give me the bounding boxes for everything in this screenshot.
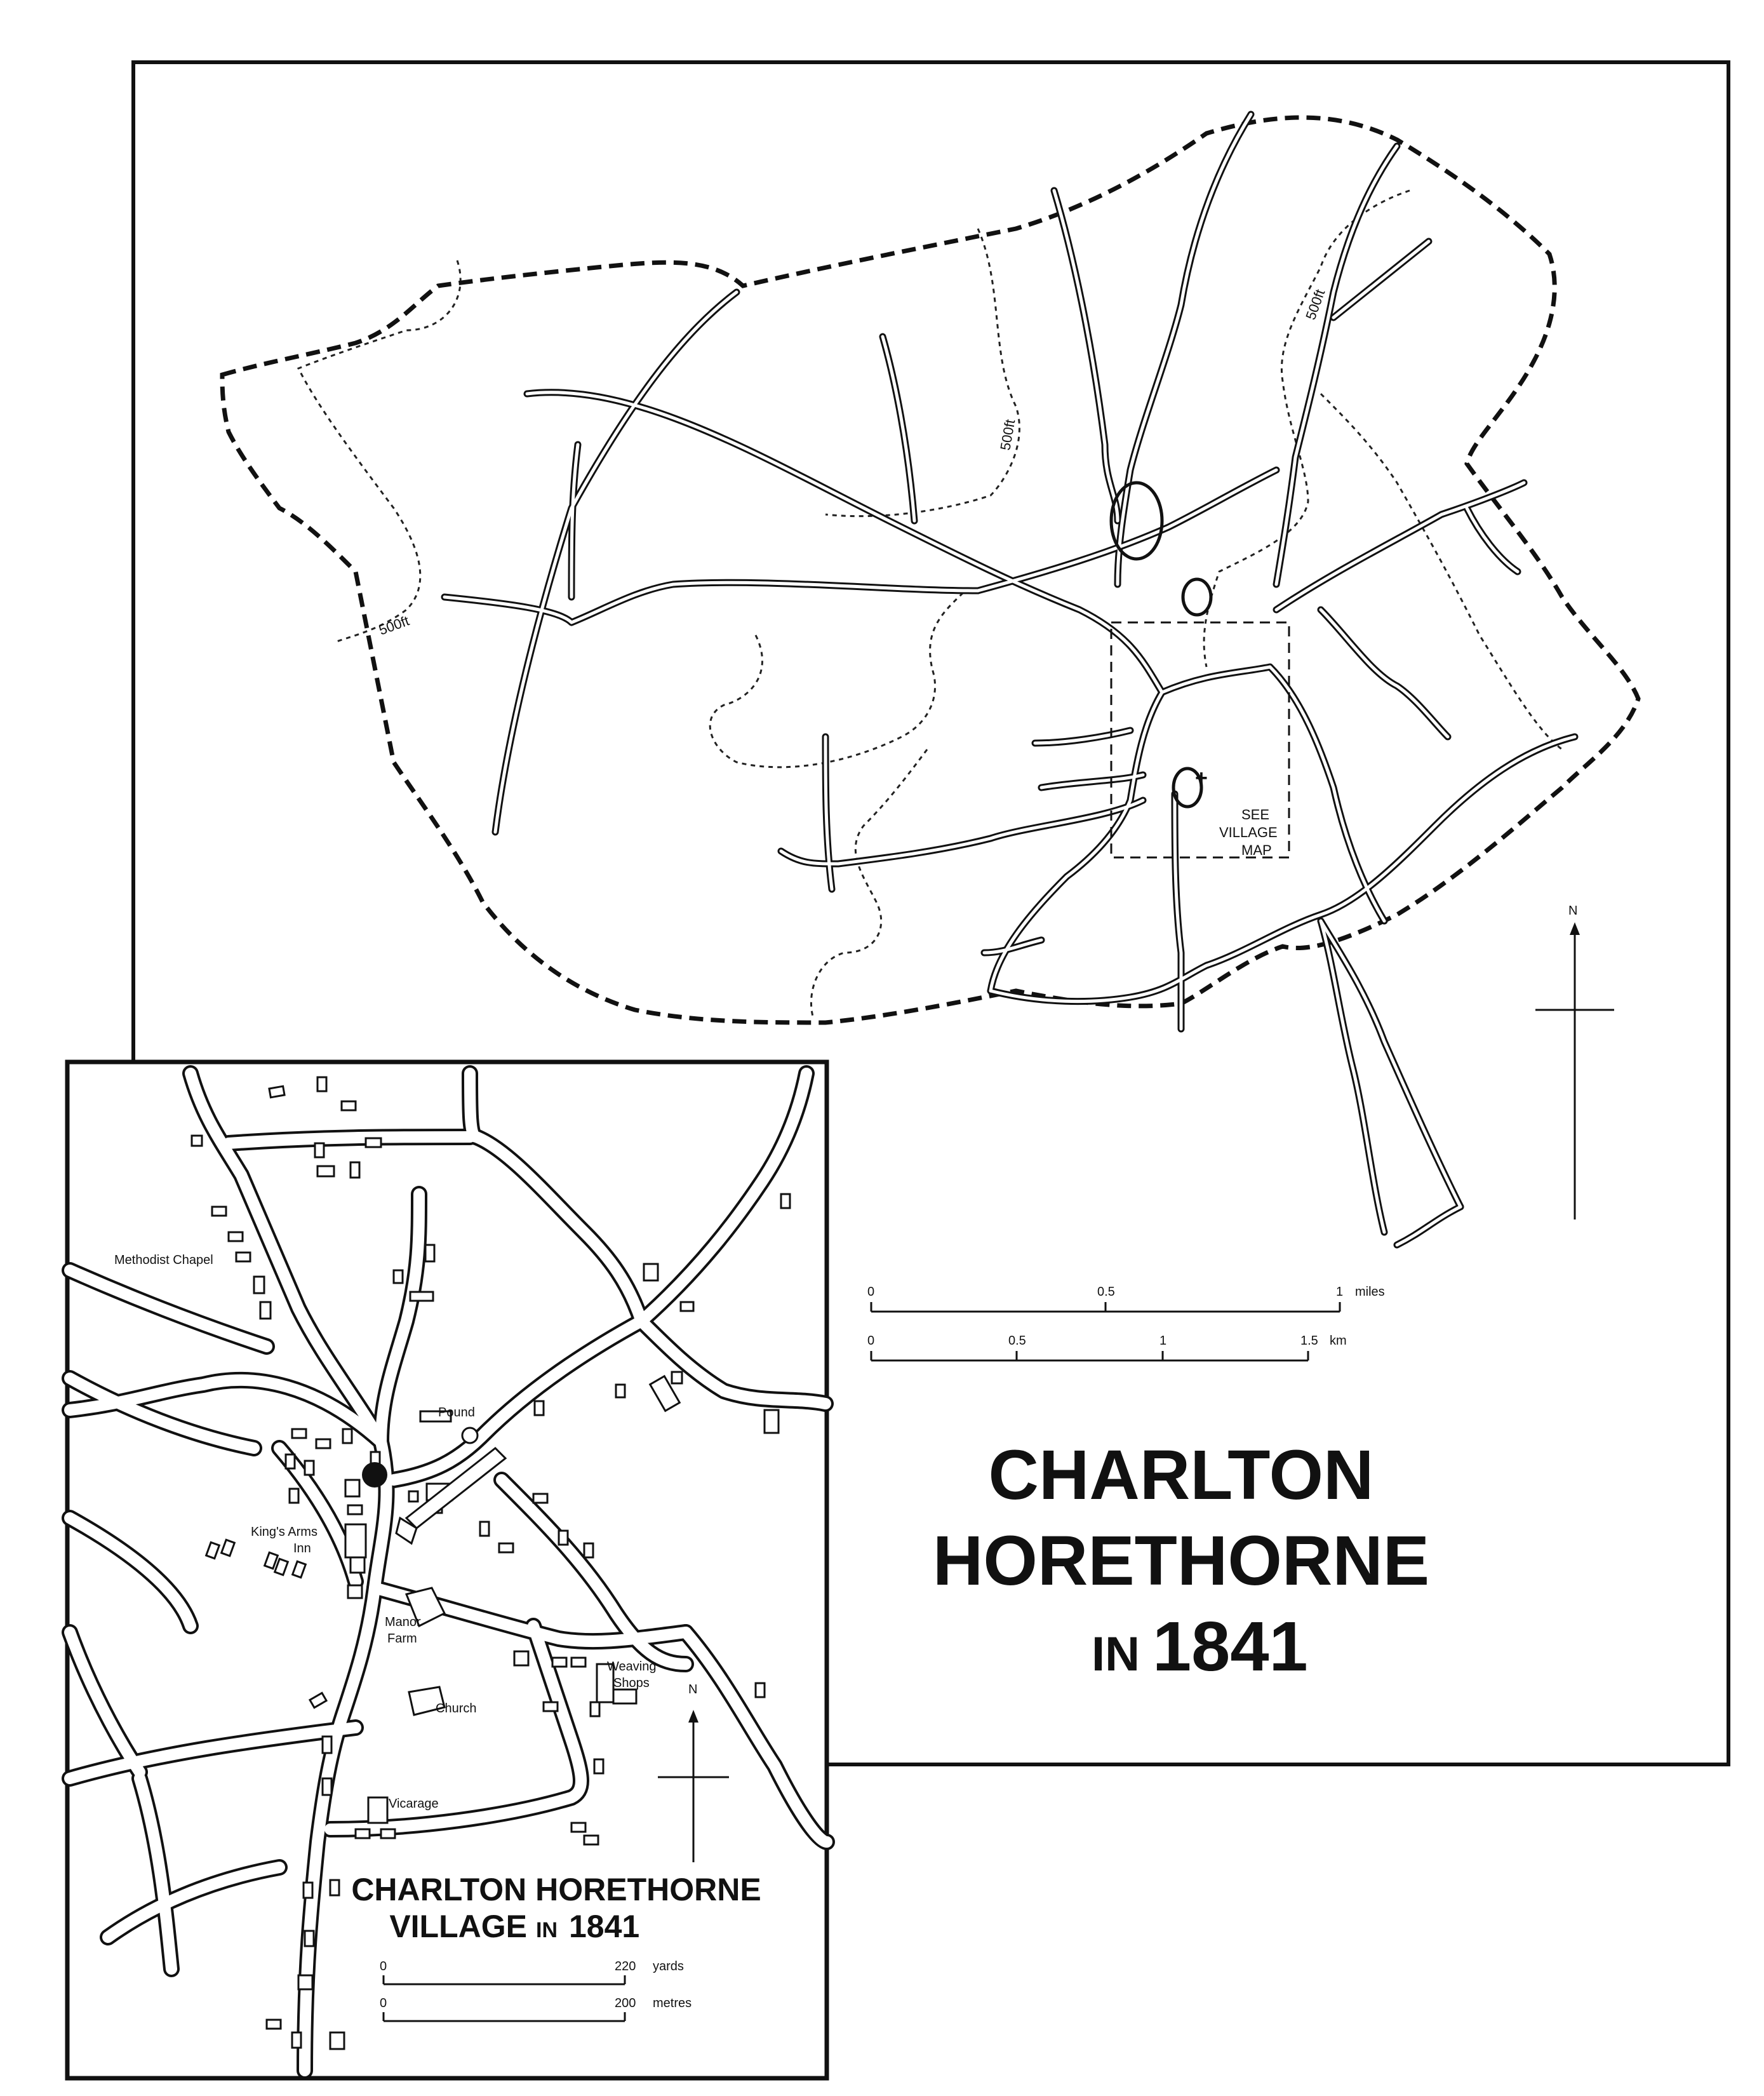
label-pound: Pound [438, 1406, 475, 1420]
scale-unit-label: km [1330, 1334, 1347, 1348]
map-title-line1: CHARLTON [988, 1436, 1374, 1514]
village-inset-map [67, 1062, 827, 2078]
map-title-in: IN [1092, 1627, 1140, 1681]
scale-tick-label: 0.5 [1008, 1334, 1026, 1348]
label-weaving: Weaving [607, 1660, 657, 1674]
scale-tick-label: 1 [1159, 1334, 1167, 1348]
label-farm: Farm [387, 1632, 417, 1646]
label-kings-arms-inn: Inn [293, 1542, 311, 1555]
scale-tick-label: 220 [615, 1959, 636, 1973]
scale-unit-label: miles [1355, 1285, 1385, 1299]
label-church: Church [436, 1702, 477, 1716]
village-title-line1: CHARLTON HORETHORNE [351, 1872, 761, 1907]
scale-tick-label: 0 [380, 1959, 387, 1973]
village-north-label: N [688, 1683, 698, 1696]
map-title-year: 1841 [1153, 1608, 1308, 1686]
scale-tick-label: 0.5 [1097, 1285, 1115, 1299]
label-shops: Shops [613, 1676, 650, 1690]
see-village-map-label: MAP [1241, 842, 1272, 858]
see-village-map-label: SEE [1241, 807, 1270, 823]
village-title-village: VILLAGE [389, 1909, 527, 1944]
scale-tick-label: 0 [867, 1334, 875, 1348]
scale-tick-label: 200 [615, 1996, 636, 2010]
scale-tick-label: 1 [1336, 1285, 1344, 1299]
scale-tick-label: 1.5 [1300, 1334, 1318, 1348]
see-village-map-label: VILLAGE [1219, 824, 1278, 840]
village-title-year: 1841 [569, 1909, 640, 1944]
scale-unit-label: metres [653, 1996, 692, 2010]
scale-tick-label: 0 [867, 1285, 875, 1299]
village-title-in: IN [536, 1918, 558, 1942]
scale-unit-label: yards [653, 1959, 684, 1973]
label-vicarage: Vicarage [389, 1797, 439, 1811]
label-kings-arms: King's Arms [251, 1525, 317, 1539]
scale-tick-label: 0 [380, 1996, 387, 2010]
contour-label: 500ft [1302, 287, 1328, 322]
pond-icon [362, 1462, 387, 1488]
north-label: N [1568, 904, 1578, 918]
map-title-line2: HORETHORNE [932, 1522, 1430, 1600]
contour-label: 500ft [377, 612, 411, 638]
label-manor: Manor [385, 1615, 421, 1629]
label-methodist-chapel: Methodist Chapel [114, 1253, 213, 1267]
church-cross-icon: + [1195, 766, 1208, 790]
contour-label: 500ft [997, 418, 1019, 452]
